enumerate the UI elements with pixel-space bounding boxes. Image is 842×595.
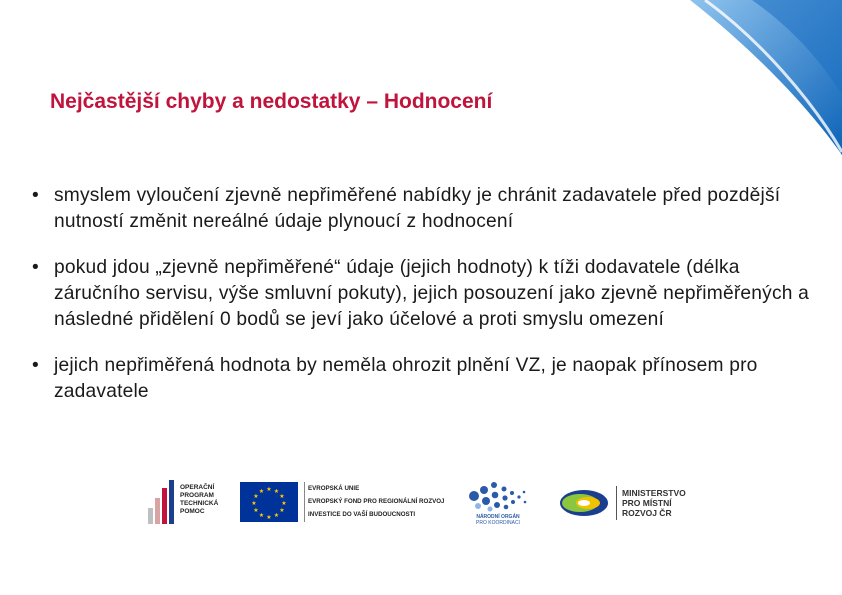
nok-logo-text: NÁRODNÍ ORGÁN PRO KOORDINACI <box>476 514 520 526</box>
svg-text:★: ★ <box>251 500 257 507</box>
bullet-marker: • <box>32 185 39 206</box>
bullet-item <box>30 255 820 333</box>
nok-dots-icon <box>464 480 530 514</box>
svg-text:★: ★ <box>279 493 285 500</box>
svg-text:★: ★ <box>266 514 272 521</box>
bullet-item <box>30 353 820 405</box>
bullet-marker: • <box>32 355 39 376</box>
bullet-text: pokud jdou „zjevně nepřiměřené“ údaje (jejich hodnoty) k tíži dodavatele (délka záručního servisu, výše smluvní pokuty), jejich posouzení jako zjevně nepřiměřených a následné přidělení 0 bodů se jeví jako účelové a proti smyslu omezení <box>54 257 810 330</box>
bullet-marker: • <box>32 257 39 278</box>
svg-text:★: ★ <box>266 486 272 493</box>
eu-logo-divider <box>304 482 305 522</box>
logo-strip <box>0 478 842 530</box>
ministry-emblem-icon <box>558 488 610 518</box>
op-bars-icon <box>146 478 174 524</box>
svg-text:★: ★ <box>258 488 265 495</box>
slide-title: Nejčastější chyby a nedostatky – Hodnocení <box>50 90 493 113</box>
svg-text:★: ★ <box>273 488 280 495</box>
svg-text:★: ★ <box>258 512 265 519</box>
bullet-list <box>30 183 820 425</box>
svg-text:★: ★ <box>281 500 287 507</box>
op-technical-assistance-logo <box>146 478 226 526</box>
ministry-logo-text: MINISTERSTVO PRO MÍSTNÍ ROZVOJ ČR <box>622 488 686 518</box>
eu-erdf-logo <box>240 478 455 526</box>
ministry-logo-divider <box>616 486 617 520</box>
svg-text:★: ★ <box>279 507 285 514</box>
bullet-item <box>30 183 820 235</box>
bullet-text: jejich nepřiměřená hodnota by neměla ohrozit plnění VZ, je naopak přínosem pro zadavatele <box>54 355 758 402</box>
svg-text:★: ★ <box>253 507 259 514</box>
bullet-text: smyslem vyloučení zjevně nepřiměřené nabídky je chránit zadavatele před pozdější nutností změnit nereálné údaje plynoucí z hodnocení <box>54 185 781 232</box>
ministry-logo <box>558 478 708 526</box>
eu-logo-text: EVROPSKÁ UNIE EVROPSKÝ FOND PRO REGIONÁLNÍ ROZVOJ INVESTICE DO VAŠÍ BUDOUCNOSTI <box>308 485 445 518</box>
svg-text:★: ★ <box>273 512 280 519</box>
svg-text:★: ★ <box>253 493 259 500</box>
nok-logo <box>462 478 534 526</box>
eu-flag-icon <box>240 482 298 522</box>
op-logo-text: OPERAČNÍ PROGRAM TECHNICKÁ POMOC <box>180 484 219 515</box>
